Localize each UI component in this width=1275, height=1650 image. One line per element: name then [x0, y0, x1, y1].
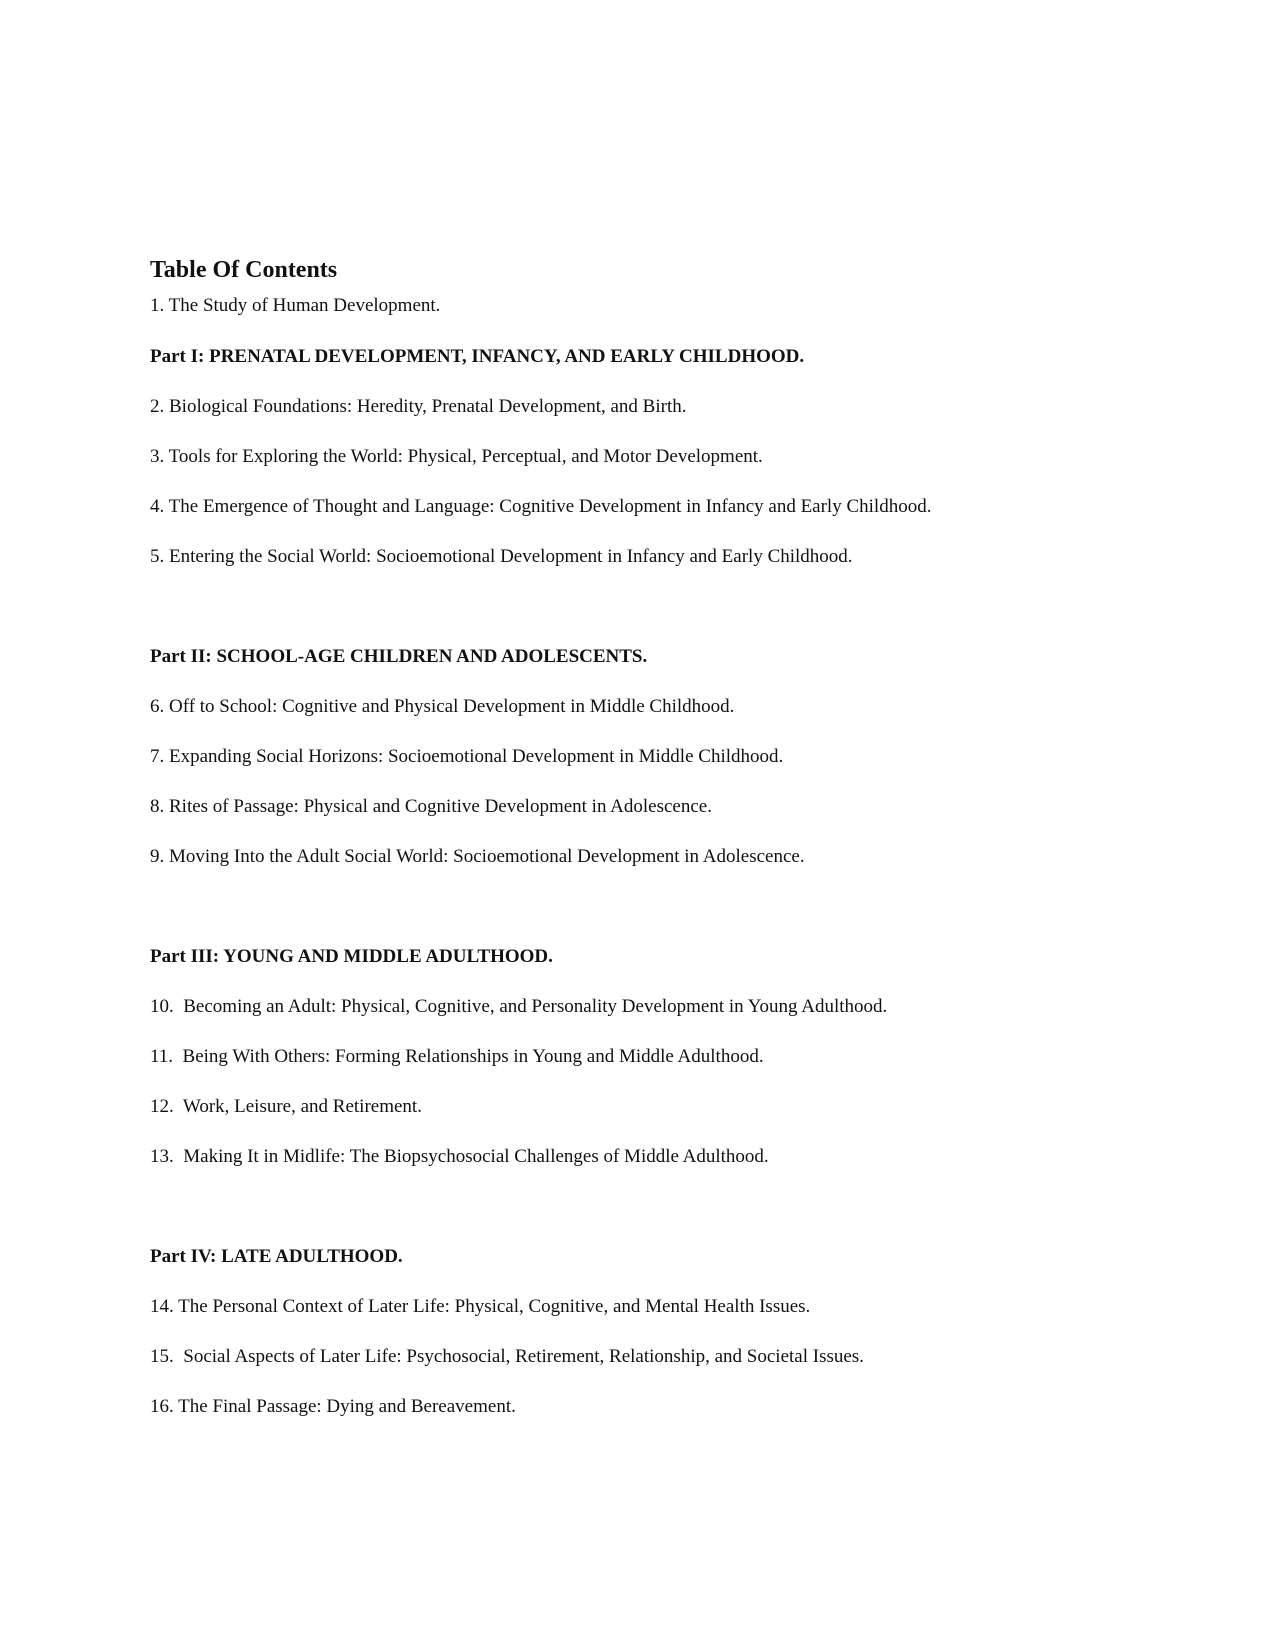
toc-chapter-16: 16. The Final Passage: Dying and Bereavement. — [150, 1396, 516, 1417]
part-1-heading: Part I: PRENATAL DEVELOPMENT, INFANCY, AND EARLY CHILDHOOD. — [150, 346, 805, 367]
toc-chapter-9: 9. Moving Into the Adult Social World: Socioemotional Development in Adolescence. — [150, 846, 805, 867]
toc-title: Table Of Contents — [150, 257, 338, 283]
toc-chapter-1: 1. The Study of Human Development. — [150, 295, 441, 316]
toc-chapter-15: 15. Social Aspects of Later Life: Psychosocial, Retirement, Relationship, and Societal Issues. — [150, 1346, 864, 1367]
toc-chapter-14: 14. The Personal Context of Later Life: Physical, Cognitive, and Mental Health Issues. — [150, 1296, 811, 1317]
toc-chapter-2: 2. Biological Foundations: Heredity, Prenatal Development, and Birth. — [150, 396, 687, 417]
toc-chapter-11: 11. Being With Others: Forming Relationships in Young and Middle Adulthood. — [150, 1046, 764, 1067]
part-2-heading: Part II: SCHOOL-AGE CHILDREN AND ADOLESCENTS. — [150, 646, 648, 667]
toc-chapter-6: 6. Off to School: Cognitive and Physical Development in Middle Childhood. — [150, 696, 735, 717]
toc-chapter-10: 10. Becoming an Adult: Physical, Cognitive, and Personality Development in Young Adulthood. — [150, 996, 888, 1017]
toc-chapter-5: 5. Entering the Social World: Socioemotional Development in Infancy and Early Childhood. — [150, 546, 853, 567]
toc-chapter-3: 3. Tools for Exploring the World: Physical, Perceptual, and Motor Development. — [150, 446, 763, 467]
toc-chapter-12: 12. Work, Leisure, and Retirement. — [150, 1096, 422, 1117]
part-4-heading: Part IV: LATE ADULTHOOD. — [150, 1246, 403, 1267]
toc-chapter-8: 8. Rites of Passage: Physical and Cognitive Development in Adolescence. — [150, 796, 712, 817]
part-3-heading: Part III: YOUNG AND MIDDLE ADULTHOOD. — [150, 946, 553, 967]
toc-chapter-7: 7. Expanding Social Horizons: Socioemotional Development in Middle Childhood. — [150, 746, 784, 767]
toc-chapter-13: 13. Making It in Midlife: The Biopsychosocial Challenges of Middle Adulthood. — [150, 1146, 769, 1167]
toc-chapter-4: 4. The Emergence of Thought and Language: Cognitive Development in Infancy and Early Childhood. — [150, 496, 932, 517]
